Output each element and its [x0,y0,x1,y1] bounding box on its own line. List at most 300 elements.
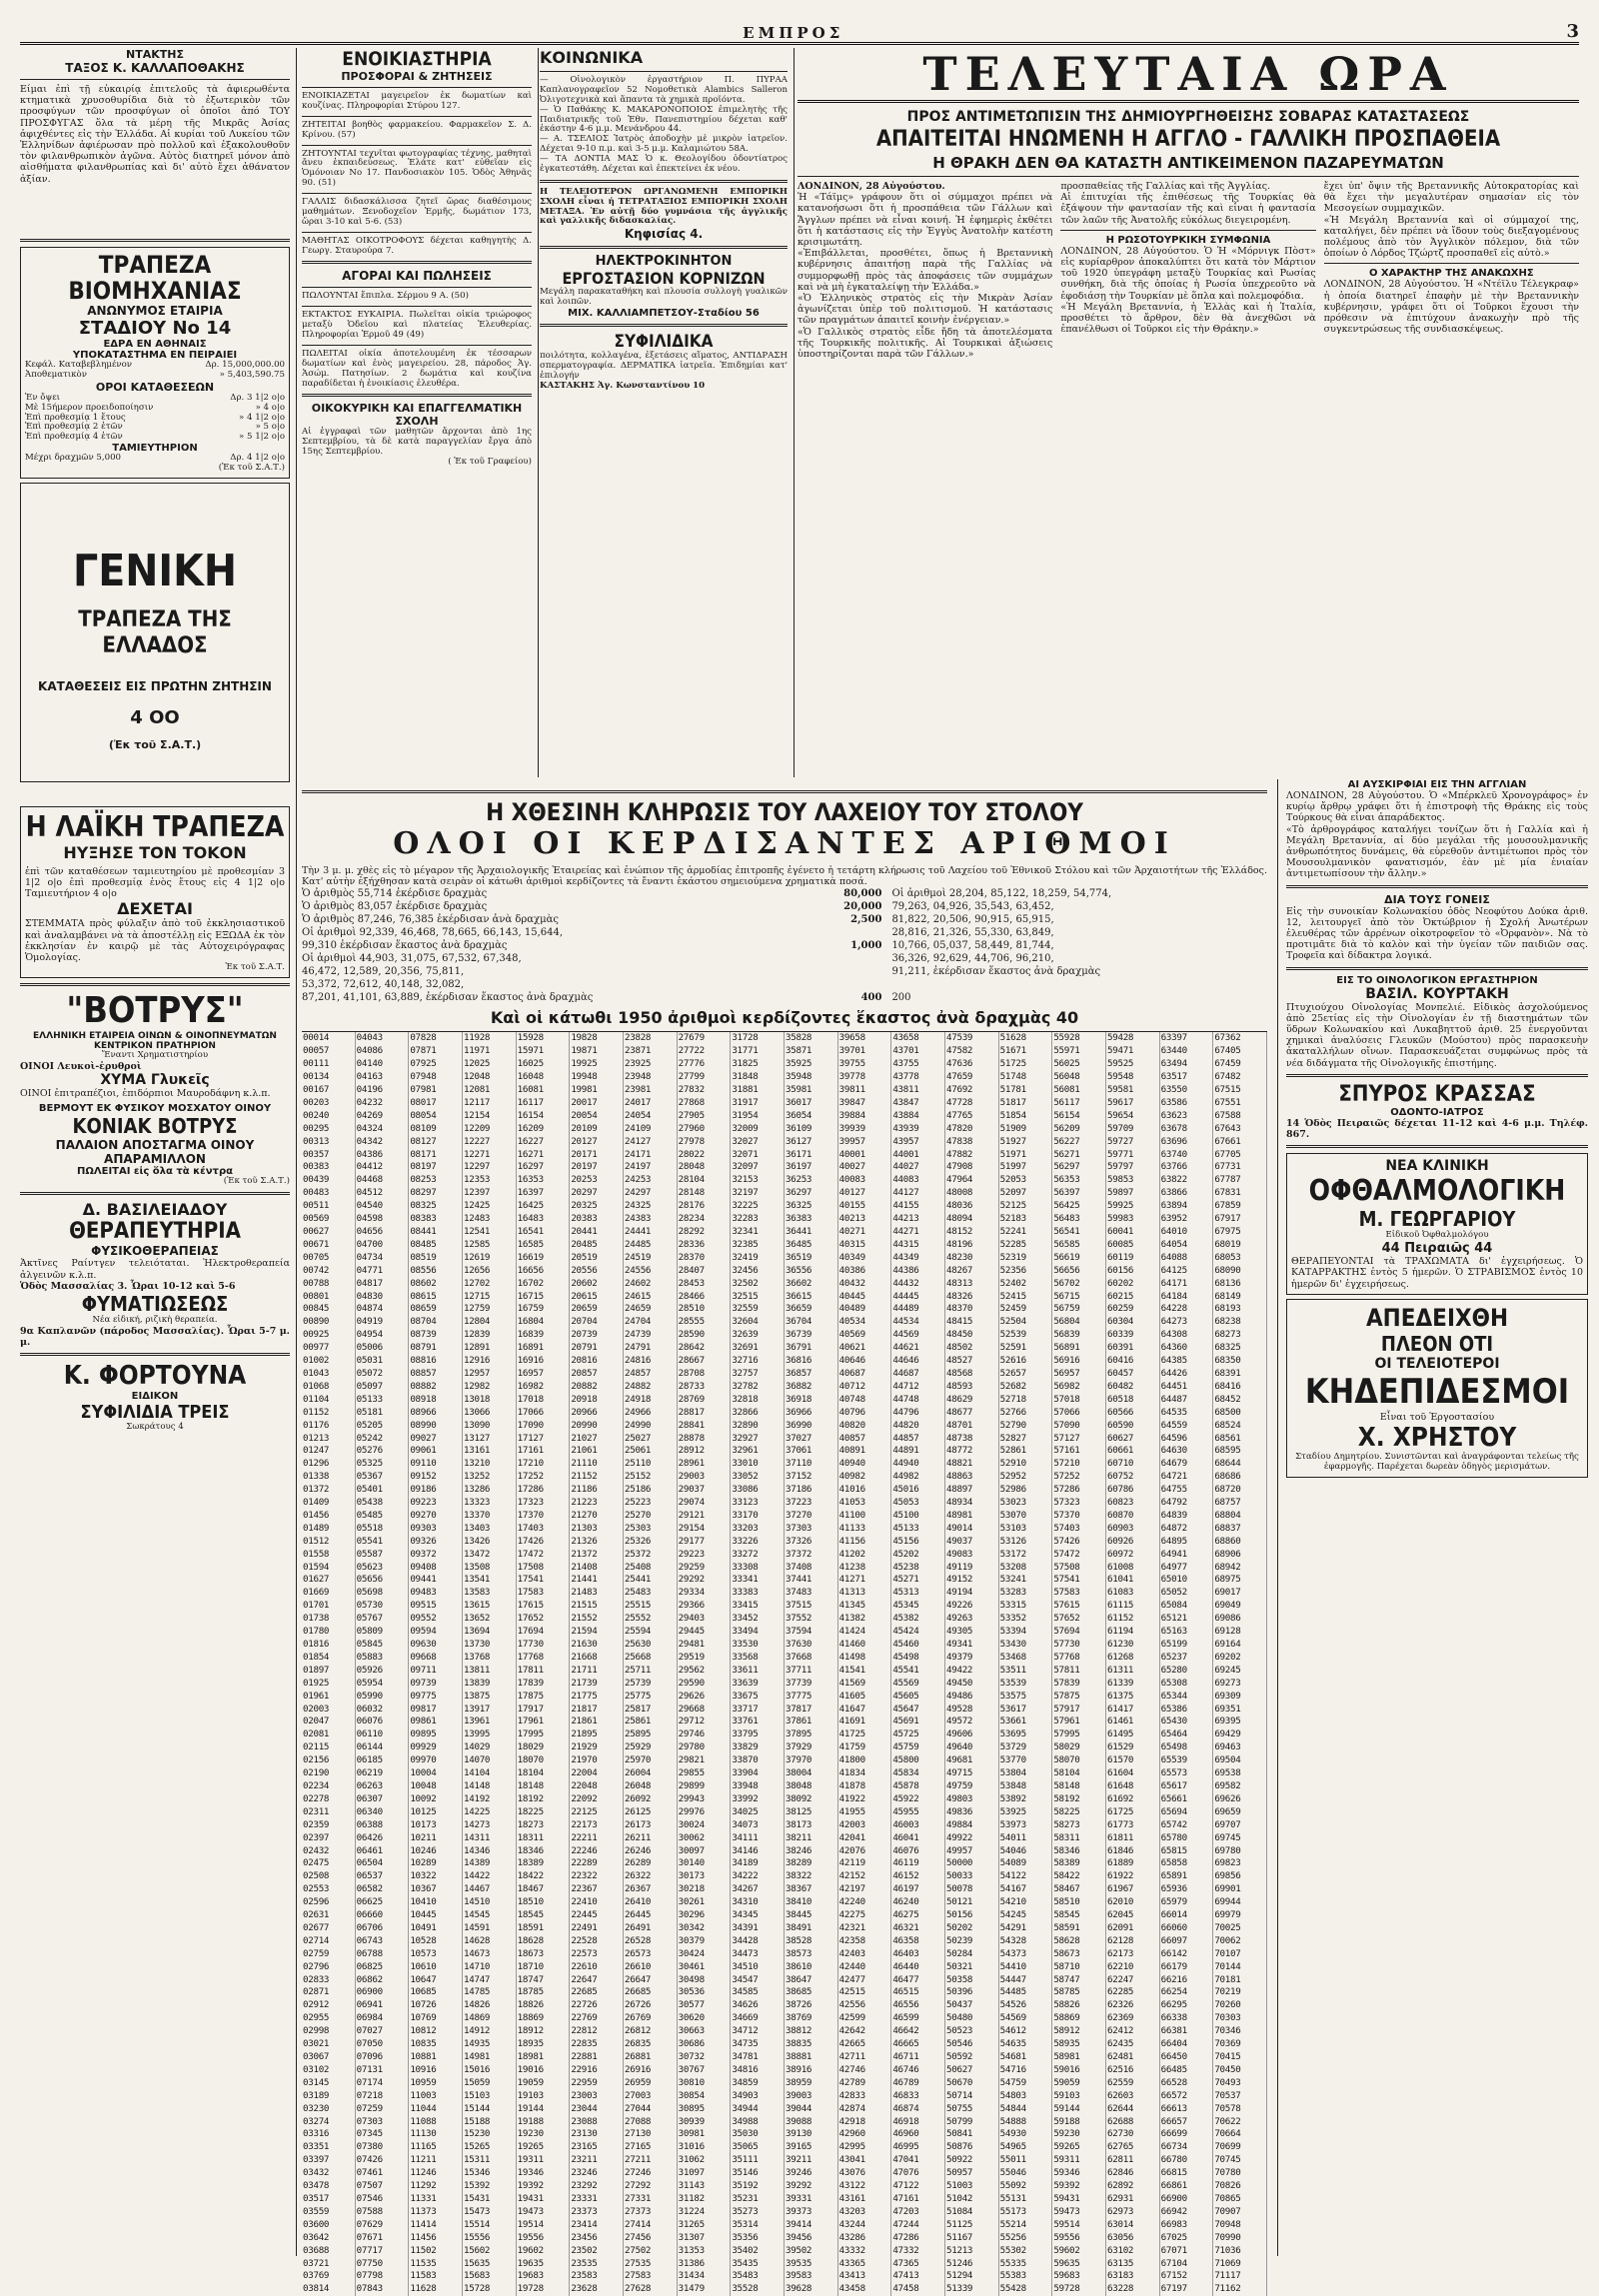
winning-number: 09186 [409,1484,463,1497]
winning-number: 15514 [463,2219,517,2232]
winning-number: 08297 [409,1187,463,1200]
winning-number: 29590 [678,1678,732,1691]
winning-number: 50546 [945,2038,999,2051]
winning-number: 26573 [624,1948,678,1961]
social-item: — Οἰνολογικὸν ἐργαστήριον Π. ΠΥΡΑΑ Καπλανογραφεῖον 52 Νομοθετικὰ Alambics Salleron Ὀλιγοτεχνικὰ καὶ ἅπαντα τὰ χημικὰ προϊόντα. [540,75,788,105]
winning-number: 32027 [731,1136,785,1149]
winning-number: 25441 [624,1574,678,1587]
winning-number: 46515 [891,1986,945,1999]
winning-number: 32757 [731,1368,785,1381]
winning-number: 49194 [945,1587,999,1600]
winning-number: 43939 [891,1123,945,1136]
winning-number: 33308 [731,1562,785,1575]
news-paragraph: «Ἡ Μεγάλη Βρεταννία καὶ οἱ σύμμαχοί της, καταλήγει, δὲν πρέπει νὰ ἴδουν τοὺς διεξαγομένους πολέμους ἀπὸ τὸν Ἀγγλικὸν πόλεμον, διὰ τῶν ὁποίων ὁ Λόρδος Τζώρτζ προσπαθεῖ εἰς αὐτὸ.» [1323,214,1579,260]
winning-number: 57370 [1052,1510,1106,1523]
winning-number: 62730 [1106,2128,1160,2141]
winning-number: 07218 [356,2090,410,2103]
winning-number: 31848 [731,1071,785,1084]
winning-number: 27832 [678,1084,732,1097]
winning-number: 04919 [356,1316,410,1329]
winning-number: 69780 [1213,1845,1267,1858]
section-header: ΑΓΟΡΑΙ ΚΑΙ ΠΩΛΗΣΕΙΣ [342,269,492,284]
winning-number: 67152 [1160,2270,1214,2283]
winning-number: 24704 [624,1316,678,1329]
lab-name: ΒΑΣΙΛ. ΚΟΥΡΤΑΚΗ [1365,985,1509,1002]
article-body: Είμαι ἐπὶ τῇ εὐκαιρίᾳ ἐπιτελοῦς τὰ ἀφιερωθέντα κτηματικὰ χρυσοθυρίδια διὰ τὸ ἐξωτερικὸν τῶν προσφύγων τῶν προσφύγων οἱ ὁποῖοι ἀπό ΤΟΥ ΠΡΟΣΦΥΓΑΣ ὅλα τὰ μέρη τῆς Μικρᾶς Ἀσίας ἀφιχθέντες εἰς τὴν Ἑλλάδα. Αἱ κυρίαι τοῦ Λυκείου τῶν Ἑλληνίδων ἀφιέρωσαν πρὸ πολλοῦ καὶ ἐξακολουθοῦν τὸν φιλανθρωπικὸν ἀγῶνα. Αὐτὸς διατηρεῖ μόνον ἀπὸ αἰσθήματα φιλανθρωπίας καὶ δι' αὐτὸ ἔχει ἀθάνατον ἀξίαν. [20,84,290,185]
winning-number: 56271 [1052,1149,1106,1162]
winning-number: 20485 [570,1239,624,1252]
winning-number: 39502 [785,2245,838,2258]
winning-number: 00977 [302,1342,356,1355]
winning-number: 38726 [785,1999,838,2012]
bank2-name1: ΓΕΝΙΚΗ [73,545,237,596]
winning-number: 08054 [409,1110,463,1123]
winning-number: 41725 [838,1728,892,1741]
news-col-c [1324,181,1579,740]
winning-number: 00295 [302,1123,356,1136]
winning-number: 13090 [463,1420,517,1433]
winning-number: 23948 [624,1071,678,1084]
winning-number: 17161 [517,1445,571,1458]
winning-number: 42152 [838,1870,892,1883]
winning-number: 15059 [463,2077,517,2090]
winning-number: 32716 [731,1355,785,1368]
winning-number: 60823 [1106,1497,1160,1510]
winning-number: 46003 [891,1819,945,1832]
winning-number: 22491 [570,1922,624,1935]
article-byline: ΤΑΞΟΣ Κ. ΚΑΛΛΑΠΟΘΑΚΗΣ [65,61,245,75]
winning-number: 64010 [1160,1226,1214,1239]
winning-number: 38959 [785,2077,838,2090]
winning-number: 02955 [302,2012,356,2025]
winning-number: 36659 [785,1303,838,1316]
social-item: — ΤΑ ΔΟΝΤΙΑ ΜΑΣ Ὁ κ. Θεολογίδου ὁδοντίατρος ἐγκατεστάθη. Δέχεται καὶ ἐπεκτείνει ἐκ νέου. [540,154,788,174]
winning-number: 61115 [1106,1600,1160,1613]
winning-number: 10322 [409,1870,463,1883]
winning-number: 47582 [945,1045,999,1058]
winning-number: 24659 [624,1303,678,1316]
winning-number: 08816 [409,1355,463,1368]
winning-number: 06900 [356,1986,410,1999]
winning-number: 01456 [302,1510,356,1523]
classified-ad: ΕΚΤΑΚΤΟΣ ΕΥΚΑΙΡΙΑ. Πωλεῖται οἰκία τριώροφος μεταξὺ Ὁδεῖου καὶ πλατείας Ἐλευθερίας. Πληροφορίαι Ἐρμοῦ 49 (49) [302,310,532,340]
winning-number: 15230 [463,2128,517,2141]
winning-number: 31182 [678,2193,732,2206]
winning-number: 70219 [1213,1986,1267,1999]
winning-number: 41133 [838,1523,892,1536]
winning-number: 05072 [356,1368,410,1381]
winning-number: 02475 [302,1857,356,1870]
winning-number: 46833 [891,2090,945,2103]
winning-number: 15346 [463,2167,517,2180]
news-paragraph: Πτυχιούχου Οἰνολογίας Μονπελιέ. Εἰδικὸς ἀσχολούμενος ἀπὸ 25ετίας εἰς τὴν Οἰνολογίαν ἐν τῇ διαστημάτων τῶν ὕδρων Κολωνακίου καὶ Λυκαβηττοῦ ἀριθ. 25 ἐνεργοῦνται χημικαὶ ἀναλύσεις Γλευκῶν (Μούστου) πρὸς παρασκευὴν ἀκαταλλήλων οἴνων. Παρασκευάζεται συμφώνως πρὸς τὰ νέα διδάγματα τῆς Οἰνολογικῆς ἐπιστήμης. [1286,1001,1588,1069]
prize-list [302,887,1267,1004]
winning-number: 37326 [785,1536,838,1549]
winning-number: 64872 [1160,1523,1214,1536]
winning-number: 05518 [356,1523,410,1536]
winning-number: 70664 [1213,2128,1267,2141]
winning-number: 06340 [356,1806,410,1819]
winning-number: 43811 [891,1084,945,1097]
winning-number: 25303 [624,1523,678,1536]
winning-number: 39939 [838,1123,892,1136]
winning-number: 04771 [356,1265,410,1278]
winning-number: 36791 [785,1342,838,1355]
winning-number: 14628 [463,1935,517,1948]
news-paragraph: «Ἐπιβάλλεται, προσθέτει, ὅπως ἡ Βρεταννικὴ κυβέρνησις ἀπαιτήσῃ παρὰ τῆς Γαλλίας νὰ συμμορφωθῇ πρὸς τὰς ἀποφάσεις τῶν συμμάχων καὶ νὰ μὴ ἐγκαταλείψῃ τὴν Ἑλλάδα.» [798,248,1053,293]
therapy-text2: Νέα εἰδική, ριζικὴ θεραπεία. [92,1314,218,1325]
winning-number: 45647 [891,1704,945,1717]
winning-number: 56702 [1052,1278,1106,1291]
winning-number: 09441 [409,1574,463,1587]
winning-number: 23044 [570,2103,624,2116]
winning-number: 07717 [356,2245,410,2258]
winning-number: 42789 [838,2077,892,2090]
winning-number: 22812 [570,2025,624,2038]
prize-right: 81,822, 20,506, 90,915, 65,915, [891,914,1054,926]
winning-number: 56117 [1052,1097,1106,1110]
winning-number: 19556 [517,2232,571,2245]
winning-number: 21408 [570,1562,624,1575]
winning-number: 56891 [1052,1342,1106,1355]
winning-number: 35314 [731,2219,785,2232]
winning-number: 32691 [731,1342,785,1355]
winning-number: 42477 [838,1974,892,1987]
winning-number: 53394 [999,1626,1053,1639]
winning-number: 13652 [463,1613,517,1626]
winning-number: 05623 [356,1562,410,1575]
winning-number: 04512 [356,1187,410,1200]
winning-number: 41382 [838,1613,892,1626]
winning-number: 07843 [356,2283,410,2296]
winning-number: 52415 [999,1291,1053,1304]
winning-number: 13370 [463,1510,517,1523]
prize-row [302,978,1267,991]
news-paragraph: «Τὸ ἀρθρογράφος καταλήγει τονίζων ὅτι ἡ Γαλλία καὶ ἡ Μεγάλη Βρεταννία, αἱ δύο μεγάλαι τῆς μουσουλμανικῆς ἀνθρωπότητος δυνάμεις, θὰ εὑρεθοῦν ἀντιμέτωποι πρὸς τὸν Μουσουλμανικὸν φανατισμόν, ἐὰν μὲ μία ἐνιαίαν ἀντιμετωπίσουν τὴν ἄλλην.» [1286,823,1588,880]
winning-number: 56715 [1052,1291,1106,1304]
winning-number: 00890 [302,1316,356,1329]
winning-number: 30140 [678,1857,732,1870]
winning-number: 34111 [731,1832,785,1845]
winning-number: 10610 [409,1961,463,1974]
winning-number: 68720 [1213,1484,1267,1497]
winning-number: 57730 [1052,1639,1106,1652]
winning-number: 14747 [463,1974,517,1987]
winning-number: 60041 [1106,1226,1160,1239]
winning-number: 55335 [999,2258,1053,2271]
winning-number: 65936 [1160,1883,1214,1896]
winning-number: 29899 [678,1780,732,1793]
winning-number: 44646 [891,1355,945,1368]
winning-number: 63135 [1106,2258,1160,2271]
winning-number: 15016 [463,2064,517,2077]
winning-number: 56048 [1052,1071,1106,1084]
winning-number: 65815 [1160,1845,1214,1858]
winning-number: 06076 [356,1716,410,1728]
winning-number: 12957 [463,1368,517,1381]
winning-number: 33010 [731,1458,785,1471]
eye-sub: Εἰδικοῦ Ὀφθαλμολόγου [1385,1230,1489,1241]
winning-number: 22835 [570,2038,624,2051]
newspaper-page [20,20,1588,2295]
winning-number: 64308 [1160,1329,1214,1342]
winning-number: 09594 [409,1626,463,1639]
winning-number: 10769 [409,2012,463,2025]
winning-number: 65344 [1160,1691,1214,1704]
winning-number: 19828 [570,1032,624,1045]
winning-number: 31728 [731,1032,785,1045]
winning-number: 10173 [409,1819,463,1832]
winning-number: 03642 [302,2232,356,2245]
winning-number: 51213 [945,2245,999,2258]
winning-number: 32341 [731,1226,785,1239]
winning-number: 23373 [570,2206,624,2219]
winning-number: 41156 [838,1536,892,1549]
winning-number: 01043 [302,1368,356,1381]
winning-number: 05730 [356,1600,410,1613]
winning-number: 36171 [785,1149,838,1162]
winning-number: 63228 [1106,2283,1160,2296]
winning-number: 30498 [678,1974,732,1987]
winning-number: 17961 [517,1716,571,1728]
winning-number: 12585 [463,1239,517,1252]
bank-ad-biomixanias [20,247,290,479]
winning-number: 28048 [678,1161,732,1174]
winning-number: 23583 [570,2270,624,2283]
fortuna-ad [20,1361,290,1433]
winning-number: 62644 [1106,2103,1160,2116]
winning-number: 09775 [409,1691,463,1704]
winning-number: 52952 [999,1471,1053,1484]
winning-number: 12025 [463,1058,517,1071]
winning-number: 57875 [1052,1691,1106,1704]
winning-number: 11928 [463,1032,517,1045]
winning-number: 35402 [731,2245,785,2258]
winning-number: 27044 [624,2103,678,2116]
winning-number: 41238 [838,1562,892,1575]
section-header: ΕΝΟΙΚΙΑΣΤΗΡΙΑ [342,48,492,70]
winning-number: 59548 [1106,1071,1160,1084]
winning-number: 36615 [785,1291,838,1304]
winning-number: 30732 [678,2051,732,2064]
winning-number: 51167 [945,2232,999,2245]
winning-number: 39331 [785,2193,838,2206]
winning-number: 46076 [891,1845,945,1858]
winning-number: 03559 [302,2206,356,2219]
winning-number: 65539 [1160,1754,1214,1767]
winning-number: 63494 [1160,1058,1214,1071]
winning-number: 53070 [999,1510,1053,1523]
winning-number: 17286 [517,1484,571,1497]
winning-number: 17472 [517,1549,571,1562]
winning-number: 55971 [1052,1045,1106,1058]
winning-number: 45202 [891,1549,945,1562]
winning-number: 52504 [999,1316,1053,1329]
winning-number: 45133 [891,1523,945,1536]
winning-number: 09061 [409,1445,463,1458]
winning-number: 51084 [945,2206,999,2219]
winning-number: 02047 [302,1716,356,1728]
winning-number: 60085 [1106,1239,1160,1252]
winning-number: 04269 [356,1110,410,1123]
bank-branch: ΥΠΟΚΑΤΑΣΤΗΜΑ ΕΝ ΠΕΙΡΑΙΕΙ [72,350,238,361]
winning-number: 28407 [678,1265,732,1278]
winning-number: 25817 [624,1704,678,1717]
winning-number: 14029 [463,1741,517,1754]
winning-number: 52616 [999,1355,1053,1368]
winning-number: 18346 [517,1845,571,1858]
elec-text: Μεγάλη παρακαταθήκη καὶ πλουσία συλλογὴ γυαλικῶν καὶ λοιπῶν. [540,287,788,308]
winning-number: 46152 [891,1870,945,1883]
winning-number: 44001 [891,1149,945,1162]
winning-number: 58070 [1052,1754,1106,1767]
winning-number: 36857 [785,1368,838,1381]
winning-number: 13286 [463,1484,517,1497]
winning-number: 35065 [731,2141,785,2154]
winning-number: 00167 [302,1084,356,1097]
winning-number: 23981 [624,1084,678,1097]
prize-left: Οἱ ἀριθμοὶ 44,903, 31,075, 67,532, 67,348, [302,953,522,965]
winning-number: 44349 [891,1252,945,1265]
winning-number: 44445 [891,1291,945,1304]
winning-number: 32961 [731,1445,785,1458]
winning-number: 37970 [785,1754,838,1767]
winning-number: 44534 [891,1316,945,1329]
winning-number: 41541 [838,1665,892,1678]
winning-number: 41834 [838,1767,892,1780]
school-addr: Κηφισίας 4. [624,227,704,242]
winning-number: 45460 [891,1639,945,1652]
winning-number: 11502 [409,2245,463,2258]
botrys-line2: ΧΥΜΑ Γλυκεῖς [100,1072,210,1089]
winning-number: 18545 [517,1909,571,1922]
winning-number: 02677 [302,1922,356,1935]
winning-number: 48863 [945,1471,999,1484]
winning-number: 35925 [785,1058,838,1071]
winning-number: 36297 [785,1187,838,1200]
winning-number: 55046 [999,2167,1053,2180]
winning-number: 35828 [785,1032,838,1045]
winning-number: 25711 [624,1665,678,1678]
winning-number: 01002 [302,1355,356,1368]
winning-number: 19265 [517,2141,571,2154]
winning-number: 25552 [624,1613,678,1626]
dateline: ΛΟΝΔΙΝΟΝ, 28 Αὐγούστου. [798,181,945,192]
winning-number: 65858 [1160,1857,1214,1870]
winning-number: 54716 [999,2064,1053,2077]
winning-number: 70415 [1213,2051,1267,2064]
winning-number: 70062 [1213,1935,1267,1948]
prize-left: Ὁ ἀριθμὸς 83,057 ἐκέρδισε δραχμὰς [302,901,488,913]
winning-number: 21895 [570,1728,624,1741]
winning-number: 61846 [1106,1845,1160,1858]
winning-number: 35435 [731,2258,785,2271]
winning-number: 08966 [409,1407,463,1420]
winning-number: 20054 [570,1110,624,1123]
winning-number: 12804 [463,1316,517,1329]
winning-number: 53892 [999,1793,1053,1806]
winning-number: 28555 [678,1316,732,1329]
winning-number: 26881 [624,2051,678,2064]
winning-number: 28148 [678,1187,732,1200]
classified-ad: ΓΑΛΛΙΣ διδασκάλισσα ζητεῖ ὥρας διαθέσιμους μαθημάτων. Ξενοδοχεῖον Ἑρμῆς, δωμάτιον 173, ὥραι 3-10 καὶ 5-6. (53) [302,197,532,227]
winning-number: 59581 [1106,1084,1160,1097]
winning-number: 40027 [838,1161,892,1174]
winning-number: 68149 [1213,1291,1267,1304]
winning-number: 18389 [517,1857,571,1870]
winning-number: 43161 [838,2193,892,2206]
winning-number: 18104 [517,1767,571,1780]
winning-number: 40891 [838,1445,892,1458]
winning-number: 25326 [624,1536,678,1549]
winning-number: 32153 [731,1174,785,1187]
winning-number: 36017 [785,1097,838,1110]
winning-number: 18591 [517,1922,571,1935]
winning-number: 24325 [624,1200,678,1213]
winning-number: 26812 [624,2025,678,2038]
winning-number: 59617 [1106,1097,1160,1110]
winning-number: 32197 [731,1187,785,1200]
winning-number: 69856 [1213,1870,1267,1883]
winning-number: 43413 [838,2270,892,2283]
ad-credit: (Ἐκ τοῦ Σ.Α.Τ.) [223,1176,290,1187]
winning-number: 39778 [838,1071,892,1084]
winning-number: 48036 [945,1200,999,1213]
winning-number: 29943 [678,1793,732,1806]
winning-number: 59602 [1052,2245,1106,2258]
news-paragraph: «Ἡ Μεγάλη Βρεταννία, ἡ Ἑλλὰς καὶ ἡ Ἰταλία, προσθέτει τὸ ἄρθρον, δὲν θὰ ἀνεχθῶσι νὰ ἐπανέλθωσι οἱ Τοῦρκοι εἰς τὴν Θράκην.» [1060,301,1316,336]
winning-number: 59897 [1106,1187,1160,1200]
therapy-name: Δ. ΒΑΣΙΛΕΙΑΔΟΥ [82,1200,228,1220]
botrys-line6: ΠΑΛΑΙΟΝ ΑΠΟΣΤΑΓΜΑ ΟΙΝΟΥ [55,1138,255,1153]
winning-number: 64184 [1160,1291,1214,1304]
winning-number: 17615 [517,1600,571,1613]
winning-number: 62210 [1106,1961,1160,1974]
winning-number: 30895 [678,2103,732,2116]
winning-number: 53770 [999,1754,1053,1767]
winning-number: 53925 [999,1806,1053,1819]
news-paragraph: «Ὁ Γαλλικὸς στρατὸς εἶδε ἤδη τὰ ἀποτελέσματα τῆς Τουρκικῆς πολιτικῆς. Αἱ Τουρκικαὶ ἀξιώσεις ὑποστηρίζονται παρὰ τῶν Γάλλων.» [798,326,1053,361]
winning-number: 65052 [1160,1587,1214,1600]
winning-number: 23628 [570,2283,624,2296]
winning-number: 52319 [999,1252,1053,1265]
winning-number: 07131 [356,2064,410,2077]
winning-number: 32818 [731,1394,785,1407]
winning-number: 35483 [731,2270,785,2283]
winning-number: 16048 [517,1071,571,1084]
winning-number: 44271 [891,1226,945,1239]
winning-number: 67025 [1160,2232,1214,2245]
winning-number: 64451 [1160,1381,1214,1394]
winning-number: 50876 [945,2141,999,2154]
winning-number: 41460 [838,1639,892,1652]
winning-number: 54328 [999,1935,1053,1948]
winning-number: 05401 [356,1484,410,1497]
winning-number: 19473 [517,2206,571,2219]
winning-number: 43041 [838,2154,892,2167]
bank2-name2: ΤΡΑΠΕΖΑ ΤΗΣ ΕΛΛΑΔΟΣ [78,606,232,658]
winning-number: 08602 [409,1278,463,1291]
winning-number: 62603 [1106,2090,1160,2103]
winning-number: 54844 [999,2103,1053,2116]
winning-number: 33761 [731,1716,785,1728]
winning-number: 48008 [945,1187,999,1200]
prize-amount: 2,500 [850,914,882,926]
winning-number: 54485 [999,1986,1053,1999]
winning-number: 06185 [356,1754,410,1767]
winning-number: 02759 [302,1948,356,1961]
news-paragraph: προσπαθείας τῆς Γαλλίας καὶ τῆς Ἀγγλίας. [1060,181,1271,192]
